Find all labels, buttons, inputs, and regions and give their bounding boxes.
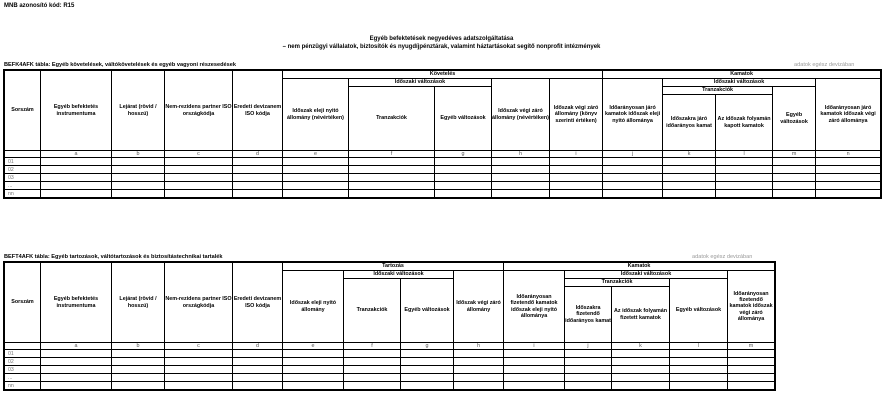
col-letter: a: [41, 343, 112, 350]
data-cell[interactable]: [728, 366, 775, 374]
table2-caption: BEFT4AFK tábla: Egyéb tartozások, váltótartozások és biztosítástechnikai tartalék: [4, 254, 223, 260]
data-cell[interactable]: [663, 174, 716, 182]
data-cell[interactable]: [504, 350, 565, 358]
sub-kamat-valtozasok: Időszaki változások: [663, 79, 816, 87]
data-cell[interactable]: [504, 374, 565, 382]
data-cell[interactable]: [612, 374, 670, 382]
data-cell[interactable]: [816, 158, 881, 166]
data-cell[interactable]: [112, 158, 165, 166]
data-cell[interactable]: [233, 182, 283, 190]
data-cell[interactable]: [492, 190, 550, 198]
data-cell[interactable]: [565, 374, 612, 382]
col-deviza: Eredeti devizanem ISO kódja: [233, 263, 283, 343]
data-cell[interactable]: [728, 374, 775, 382]
col-letter: e: [283, 151, 349, 158]
row-number: 02: [5, 166, 41, 174]
col-partner: Nem-rezidens partner ISO országkódja: [165, 263, 233, 343]
data-cell[interactable]: [233, 158, 283, 166]
data-cell[interactable]: [454, 374, 504, 382]
data-cell[interactable]: [773, 158, 816, 166]
data-cell[interactable]: [283, 158, 349, 166]
data-cell[interactable]: [41, 182, 112, 190]
data-cell[interactable]: [112, 382, 165, 390]
col-letter: m: [773, 151, 816, 158]
data-cell[interactable]: [112, 358, 165, 366]
data-cell[interactable]: [504, 366, 565, 374]
data-cell[interactable]: [165, 350, 233, 358]
sub-tranzakciok: Tranzakciók: [663, 87, 773, 95]
col-letter: a: [41, 151, 112, 158]
col-tranzakciok: Tranzakciók: [344, 279, 401, 343]
data-cell[interactable]: [233, 382, 283, 390]
row-number: nn: [5, 190, 41, 198]
mnb-code: MNB azonosító kód: R15: [4, 3, 75, 9]
table2: [4, 262, 775, 390]
data-cell[interactable]: [41, 166, 112, 174]
data-cell[interactable]: [112, 374, 165, 382]
data-cell[interactable]: [716, 174, 773, 182]
data-cell[interactable]: [454, 366, 504, 374]
data-cell[interactable]: [773, 182, 816, 190]
data-cell[interactable]: [283, 166, 349, 174]
data-cell[interactable]: [112, 190, 165, 198]
data-cell[interactable]: [550, 190, 603, 198]
col-kamat-tranz2: Az időszak folyamán kapott kamatok: [716, 95, 773, 151]
data-cell[interactable]: [344, 350, 401, 358]
col-instrument: Egyéb befektetés instrumentuma: [41, 71, 112, 151]
data-cell[interactable]: [435, 166, 492, 174]
data-cell[interactable]: [165, 358, 233, 366]
col-letter: b: [112, 151, 165, 158]
data-cell[interactable]: [728, 382, 775, 390]
data-cell[interactable]: [165, 174, 233, 182]
col-lejarat: Lejárat (rövid / hosszú): [112, 263, 165, 343]
row-number: 03: [5, 366, 41, 374]
data-cell[interactable]: [233, 166, 283, 174]
col-letter: j: [565, 343, 612, 350]
data-cell[interactable]: [612, 366, 670, 374]
data-cell[interactable]: [716, 190, 773, 198]
col-letter: i: [504, 343, 565, 350]
data-cell[interactable]: [603, 174, 663, 182]
col-kamat-tranz1: Időszakra járó időarányos kamat: [663, 95, 716, 151]
row-number: nn: [5, 382, 41, 390]
data-cell[interactable]: [233, 374, 283, 382]
sub-kamat-valtozasok: Időszaki változások: [565, 271, 728, 279]
col-letter: b: [112, 343, 165, 350]
table2-unit: adatok egész devizában: [692, 254, 753, 260]
col-letter: f: [349, 151, 435, 158]
data-cell[interactable]: [283, 382, 344, 390]
data-cell[interactable]: [773, 174, 816, 182]
data-cell[interactable]: [603, 158, 663, 166]
data-cell[interactable]: [165, 190, 233, 198]
data-cell[interactable]: [550, 182, 603, 190]
group-kovetelés: Követelés: [283, 71, 603, 79]
data-cell[interactable]: [612, 350, 670, 358]
data-cell[interactable]: [233, 366, 283, 374]
data-cell[interactable]: [41, 158, 112, 166]
row-number: ...: [5, 374, 41, 382]
data-cell[interactable]: [612, 382, 670, 390]
data-cell[interactable]: [603, 182, 663, 190]
data-cell[interactable]: [112, 366, 165, 374]
col-partner: Nem-rezidens partner ISO országkódja: [165, 71, 233, 151]
data-cell[interactable]: [401, 382, 454, 390]
data-cell[interactable]: [612, 358, 670, 366]
row-number: 01: [5, 350, 41, 358]
data-cell[interactable]: [728, 358, 775, 366]
data-cell[interactable]: [349, 182, 435, 190]
col-kamat-nyito: Időarányosan fizetendő kamatok időszak eleji nyitó állománya: [504, 271, 565, 343]
row-number: 02: [5, 358, 41, 366]
table1-unit: adatok egész devizában: [794, 62, 855, 68]
col-egyeb: Egyéb változások: [435, 87, 492, 151]
data-cell[interactable]: [504, 358, 565, 366]
col-letter: g: [435, 151, 492, 158]
data-cell[interactable]: [663, 166, 716, 174]
data-cell[interactable]: [663, 182, 716, 190]
col-letter: f: [344, 343, 401, 350]
data-cell[interactable]: [454, 350, 504, 358]
data-cell[interactable]: [603, 166, 663, 174]
data-cell[interactable]: [401, 374, 454, 382]
col-letter: c: [165, 343, 233, 350]
data-cell[interactable]: [670, 374, 728, 382]
data-cell[interactable]: [283, 190, 349, 198]
data-cell[interactable]: [41, 350, 112, 358]
data-cell[interactable]: [550, 174, 603, 182]
col-kamat-zaro: Időarányosan fizetendő kamatok időszak végi záró állománya: [728, 271, 775, 343]
data-cell[interactable]: [492, 182, 550, 190]
data-cell[interactable]: [504, 382, 565, 390]
col-kamat-egyeb: Egyéb változások: [670, 279, 728, 343]
col-kamat-tranz1: Időszakra fizetendő időarányos kamat: [565, 287, 612, 343]
data-cell[interactable]: [401, 366, 454, 374]
col-sorszam: Sorszám: [5, 71, 41, 151]
data-cell[interactable]: [344, 358, 401, 366]
data-cell[interactable]: [233, 174, 283, 182]
group-tartozas: Tartozás: [283, 263, 504, 271]
col-kamat-zaro: Időarányosan járó kamatok időszak végi záró állománya: [816, 79, 881, 151]
data-cell[interactable]: [816, 190, 881, 198]
table1-caption: BEFK4AFK tábla: Egyéb követelések, váltókövetelések és egyéb vagyoni részesedések: [4, 62, 236, 68]
data-cell[interactable]: [435, 158, 492, 166]
col-letter: l: [716, 151, 773, 158]
col-zaro: Időszak végi záró állomány (névértéken): [492, 79, 550, 151]
data-cell[interactable]: [670, 358, 728, 366]
data-cell[interactable]: [663, 190, 716, 198]
col-letter: m: [728, 343, 775, 350]
data-cell[interactable]: [283, 350, 344, 358]
sub-tranzakciok: Tranzakciók: [565, 279, 670, 287]
data-cell[interactable]: [670, 366, 728, 374]
sub-idoszaki-valtozasok: Időszaki változások: [349, 79, 492, 87]
data-cell[interactable]: [283, 174, 349, 182]
col-letter: e: [283, 343, 344, 350]
col-letter: h: [492, 151, 550, 158]
data-cell[interactable]: [565, 358, 612, 366]
data-cell[interactable]: [565, 366, 612, 374]
data-cell[interactable]: [41, 358, 112, 366]
data-cell[interactable]: [670, 382, 728, 390]
data-cell[interactable]: [165, 182, 233, 190]
data-cell[interactable]: [454, 382, 504, 390]
data-cell[interactable]: [344, 366, 401, 374]
data-cell[interactable]: [165, 166, 233, 174]
data-cell[interactable]: [716, 182, 773, 190]
data-cell[interactable]: [344, 382, 401, 390]
col-kamat-egyeb: Egyéb változások: [773, 87, 816, 151]
data-cell[interactable]: [233, 350, 283, 358]
data-cell[interactable]: [816, 174, 881, 182]
col-letter: g: [401, 343, 454, 350]
data-cell[interactable]: [41, 374, 112, 382]
data-cell[interactable]: [112, 182, 165, 190]
sub-idoszaki-valtozasok: Időszaki változások: [344, 271, 454, 279]
data-cell[interactable]: [165, 374, 233, 382]
col-letter: k: [612, 343, 670, 350]
data-cell[interactable]: [165, 366, 233, 374]
col-instrument: Egyéb befektetés instrumentuma: [41, 263, 112, 343]
data-cell[interactable]: [435, 190, 492, 198]
col-deviza: Eredeti devizanem ISO kódja: [233, 71, 283, 151]
col-letter: h: [454, 343, 504, 350]
data-cell[interactable]: [349, 166, 435, 174]
data-cell[interactable]: [349, 158, 435, 166]
data-cell[interactable]: [492, 166, 550, 174]
data-cell[interactable]: [41, 366, 112, 374]
row-number: ...: [5, 182, 41, 190]
col-letter: c: [165, 151, 233, 158]
data-cell[interactable]: [283, 366, 344, 374]
data-cell[interactable]: [165, 158, 233, 166]
data-cell[interactable]: [716, 166, 773, 174]
col-lejarat: Lejárat (rövid / hosszú): [112, 71, 165, 151]
data-cell[interactable]: [773, 190, 816, 198]
data-cell[interactable]: [716, 158, 773, 166]
data-cell[interactable]: [349, 190, 435, 198]
data-cell[interactable]: [233, 190, 283, 198]
col-kamat-nyito: Időarányosan járó kamatok időszak eleji nyitó állománya: [603, 79, 663, 151]
col-letter: l: [670, 343, 728, 350]
data-cell[interactable]: [112, 174, 165, 182]
data-cell[interactable]: [663, 158, 716, 166]
data-cell[interactable]: [233, 358, 283, 366]
row-number: 03: [5, 174, 41, 182]
data-cell[interactable]: [435, 174, 492, 182]
col-letter: j: [603, 151, 663, 158]
data-cell[interactable]: [816, 166, 881, 174]
col-nyito: Időszak eleji nyitó állomány: [283, 271, 344, 343]
col-egyeb: Egyéb változások: [401, 279, 454, 343]
data-cell[interactable]: [492, 158, 550, 166]
data-cell[interactable]: [344, 374, 401, 382]
group-kamatok: Kamatok: [504, 263, 775, 271]
col-letter: d: [233, 151, 283, 158]
data-cell[interactable]: [454, 358, 504, 366]
data-cell[interactable]: [112, 166, 165, 174]
data-cell[interactable]: [283, 182, 349, 190]
row-number: 01: [5, 158, 41, 166]
group-kamatok: Kamatok: [603, 71, 881, 79]
data-cell[interactable]: [603, 190, 663, 198]
data-cell[interactable]: [773, 166, 816, 174]
data-cell[interactable]: [550, 158, 603, 166]
data-cell[interactable]: [550, 166, 603, 174]
col-letter: k: [663, 151, 716, 158]
data-cell[interactable]: [565, 350, 612, 358]
data-cell[interactable]: [670, 350, 728, 358]
col-nyito: Időszak eleji nyitó állomány (névértéken): [283, 79, 349, 151]
data-cell[interactable]: [283, 358, 344, 366]
data-cell[interactable]: [283, 374, 344, 382]
data-cell[interactable]: [816, 182, 881, 190]
data-cell[interactable]: [728, 350, 775, 358]
data-cell[interactable]: [41, 190, 112, 198]
col-letter: n: [816, 151, 881, 158]
data-cell[interactable]: [435, 182, 492, 190]
col-letter: d: [233, 343, 283, 350]
table1: [4, 70, 881, 198]
data-cell[interactable]: [565, 382, 612, 390]
data-cell[interactable]: [41, 174, 112, 182]
col-letter: i: [550, 151, 603, 158]
data-cell[interactable]: [112, 350, 165, 358]
col-sorszam: Sorszám: [5, 263, 41, 343]
col-konyv: Időszak végi záró állomány (könyv szerinti értéken): [550, 79, 603, 151]
data-cell[interactable]: [41, 382, 112, 390]
data-cell[interactable]: [165, 382, 233, 390]
data-cell[interactable]: [401, 350, 454, 358]
data-cell[interactable]: [401, 358, 454, 366]
col-tranzakciok: Tranzakciók: [349, 87, 435, 151]
data-cell[interactable]: [492, 174, 550, 182]
document-subtitle: – nem pénzügyi vállalatok, biztosítók és nyugdíjpénztárak, valamint háztartásokat segítő nonprofit intézmények: [282, 44, 601, 50]
col-kamat-tranz2: Az időszak folyamán fizetett kamatok: [612, 287, 670, 343]
col-zaro: Időszak végi záró állomány: [454, 271, 504, 343]
document-title: Egyéb befektetések negyedéves adatszolgáltatása: [369, 36, 514, 42]
data-cell[interactable]: [349, 174, 435, 182]
